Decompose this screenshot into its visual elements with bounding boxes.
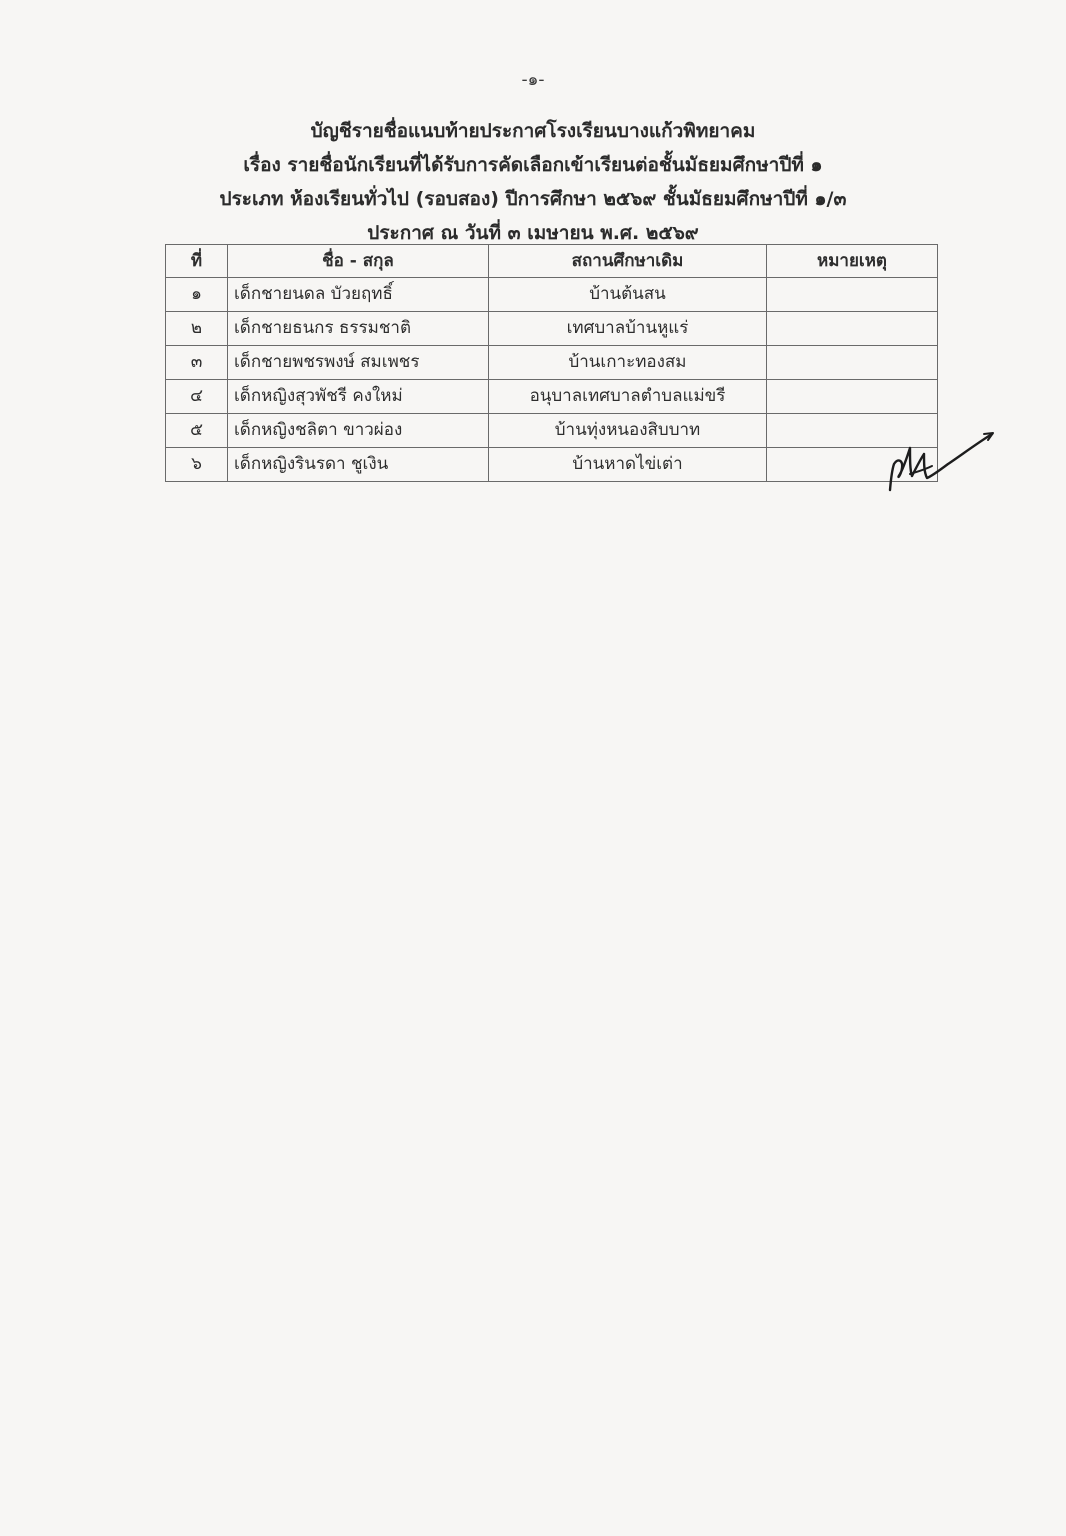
document-subject: เรื่อง รายชื่อนักเรียนที่ได้รับการคัดเลือกเข้าเรียนต่อชั้นมัธยมศึกษาปีที่ ๑ <box>243 154 823 176</box>
cell-name: เด็กหญิงรินรดา ชูเงิน <box>228 448 489 482</box>
cell-remark <box>767 346 938 380</box>
table-row <box>166 448 938 482</box>
table-row <box>166 414 938 448</box>
cell-remark <box>767 278 938 312</box>
cell-no: ๑ <box>166 278 228 312</box>
column-header-school: สถานศึกษาเดิม <box>489 245 767 278</box>
table-row <box>166 346 938 380</box>
cell-no: ๖ <box>166 448 228 482</box>
table-row <box>166 278 938 312</box>
table-header-row <box>166 245 938 278</box>
cell-name: เด็กหญิงชลิตา ขาวผ่อง <box>228 414 489 448</box>
cell-no: ๓ <box>166 346 228 380</box>
table-row <box>166 380 938 414</box>
cell-school: บ้านทุ่งหนองสิบบาท <box>489 414 767 448</box>
cell-name: เด็กชายนดล บัวยฤทธิ์ <box>228 278 489 312</box>
table-row <box>166 312 938 346</box>
cell-school: เทศบาลบ้านหูแร่ <box>489 312 767 346</box>
handwritten-signature-icon <box>880 424 1000 498</box>
announcement-date: ประกาศ ณ วันที่ ๓ เมษายน พ.ศ. ๒๕๖๙ <box>367 222 699 244</box>
column-header-remark: หมายเหตุ <box>767 245 938 278</box>
column-header-no: ที่ <box>166 245 228 278</box>
cell-name: เด็กหญิงสุวพัชรี คงใหม่ <box>228 380 489 414</box>
cell-school: อนุบาลเทศบาลตำบลแม่ขรี <box>489 380 767 414</box>
page-number: -๑- <box>521 70 545 90</box>
cell-no: ๒ <box>166 312 228 346</box>
cell-remark <box>767 380 938 414</box>
cell-school: บ้านหาดไข่เต่า <box>489 448 767 482</box>
document-title: บัญชีรายชื่อแนบท้ายประกาศโรงเรียนบางแก้วพิทยาคม <box>310 120 756 142</box>
cell-no: ๕ <box>166 414 228 448</box>
cell-school: บ้านเกาะทองสม <box>489 346 767 380</box>
cell-no: ๔ <box>166 380 228 414</box>
cell-remark <box>767 312 938 346</box>
document-category: ประเภท ห้องเรียนทั่วไป (รอบสอง) ปีการศึกษา ๒๕๖๙ ชั้นมัธยมศึกษาปีที่ ๑/๓ <box>219 188 847 210</box>
cell-name: เด็กชายพชรพงษ์ สมเพชร <box>228 346 489 380</box>
cell-name: เด็กชายธนกร ธรรมชาติ <box>228 312 489 346</box>
cell-school: บ้านต้นสน <box>489 278 767 312</box>
student-roster-table <box>165 244 938 482</box>
column-header-name: ชื่อ - สกุล <box>228 245 489 278</box>
